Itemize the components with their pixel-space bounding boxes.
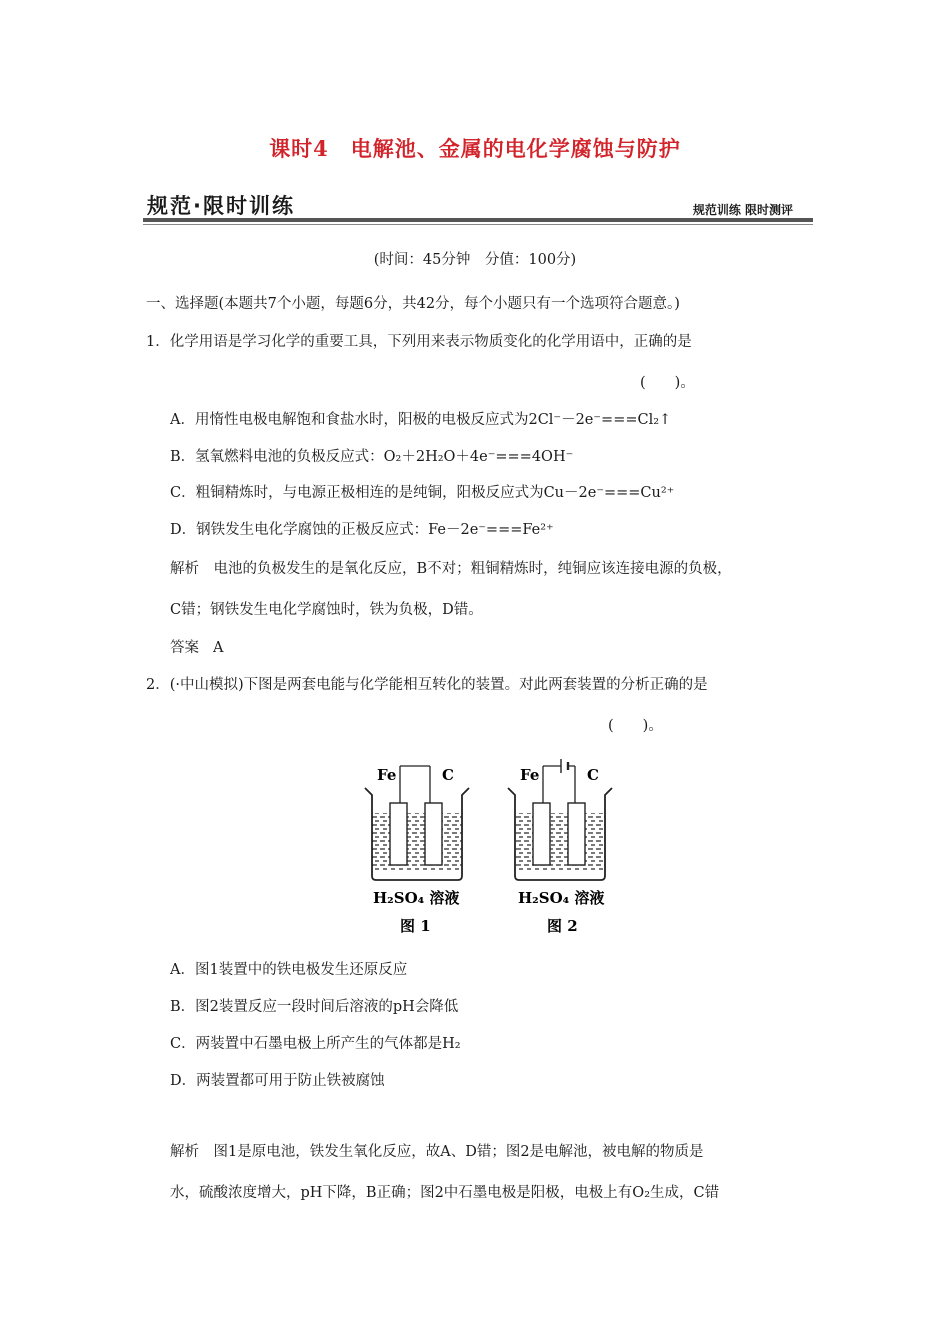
- q1-answer: [170, 636, 223, 657]
- band-title: 规范·限时训练: [147, 194, 295, 218]
- fig2-solution-label: H₂SO₄ 溶液: [518, 889, 605, 907]
- q2-analysis-line-2: 水，硫酸浓度增大，pH下降，B正确；图2中石墨电极是阳极，电极上有O₂生成，C错: [170, 1185, 720, 1201]
- fig2-fe-label: Fe: [520, 766, 540, 784]
- q1-option-c: C．粗铜精炼时，与电源正极相连的是纯铜，阳极反应式为Cu－2e⁻===Cu²⁺: [170, 485, 675, 501]
- fig2-caption: 图 2: [547, 917, 578, 935]
- q2-stem: 2．(·中山模拟)下图是两套电能与化学能相互转化的装置。对此两套装置的分析正确的是: [146, 677, 708, 693]
- figure-2-cell: [508, 759, 612, 935]
- section-heading: 一、选择题(本题共7个小题，每题6分，共42分，每个小题只有一个选项符合题意。): [146, 296, 680, 312]
- answer-value: A: [213, 640, 224, 656]
- figure-1-cell: [365, 766, 469, 935]
- q2-analysis-line-1: 解析 图1是原电池，铁发生氧化反应，故A、D错；图2是电解池，被电解的物质是: [170, 1144, 704, 1160]
- band-subtitle: 规范训练 限时测评: [692, 203, 793, 217]
- q2-option-d: D．两装置都可用于防止铁被腐蚀: [170, 1073, 385, 1089]
- fig2-fe-electrode: [533, 803, 550, 865]
- fig1-c-label: C: [442, 766, 454, 784]
- fig1-solution-label: H₂SO₄ 溶液: [373, 889, 460, 907]
- q2-answer-paren: ( )。: [608, 718, 663, 734]
- answer-label: 答案: [170, 640, 199, 656]
- fig2-c-label: C: [587, 766, 599, 784]
- fig2-wire: [543, 766, 575, 803]
- cells-diagram: [355, 758, 625, 938]
- q2-option-b: B．图2装置反应一段时间后溶液的pH会降低: [170, 999, 459, 1015]
- q1-analysis-line-1: 解析 电池的负极发生的是氧化反应，B不对；粗铜精炼时，纯铜应该连接电源的负极，: [170, 561, 732, 577]
- fig1-solution: [372, 813, 462, 871]
- electrochemistry-figure: [355, 758, 625, 938]
- q1-option-b: B．氢氧燃料电池的负极反应式：O₂＋2H₂O＋4e⁻===4OH⁻: [170, 449, 574, 465]
- band-rule-thin: [143, 224, 813, 225]
- fig2-c-electrode: [568, 803, 585, 865]
- q1-option-a: A．用惰性电极电解饱和食盐水时，阳极的电极反应式为2Cl⁻－2e⁻===Cl₂↑: [170, 412, 672, 428]
- fig2-solution: [515, 813, 605, 871]
- fig1-c-electrode: [425, 803, 442, 865]
- page-title: 课时4 电解池、金属的电化学腐蚀与防护: [269, 136, 681, 161]
- fig1-wire: [400, 766, 430, 803]
- fig1-caption: 图 1: [400, 917, 431, 935]
- q1-stem: 1．化学用语是学习化学的重要工具，下列用来表示物质变化的化学用语中，正确的是: [146, 334, 692, 350]
- fig1-fe-label: Fe: [377, 766, 397, 784]
- q2-option-a: A．图1装置中的铁电极发生还原反应: [170, 962, 408, 978]
- exam-meta: (时间：45分钟 分值：100分): [373, 252, 577, 268]
- fig1-fe-electrode: [390, 803, 407, 865]
- section-band: [143, 188, 813, 226]
- q1-analysis-line-2: C错；钢铁发生电化学腐蚀时，铁为负极，D错。: [170, 602, 483, 618]
- q1-option-d: D．钢铁发生电化学腐蚀的正极反应式：Fe－2e⁻===Fe²⁺: [170, 522, 554, 538]
- q2-option-c: C．两装置中石墨电极上所产生的气体都是H₂: [170, 1036, 461, 1052]
- band-rule-thick: [143, 218, 813, 222]
- q1-answer-paren: ( )。: [640, 375, 695, 391]
